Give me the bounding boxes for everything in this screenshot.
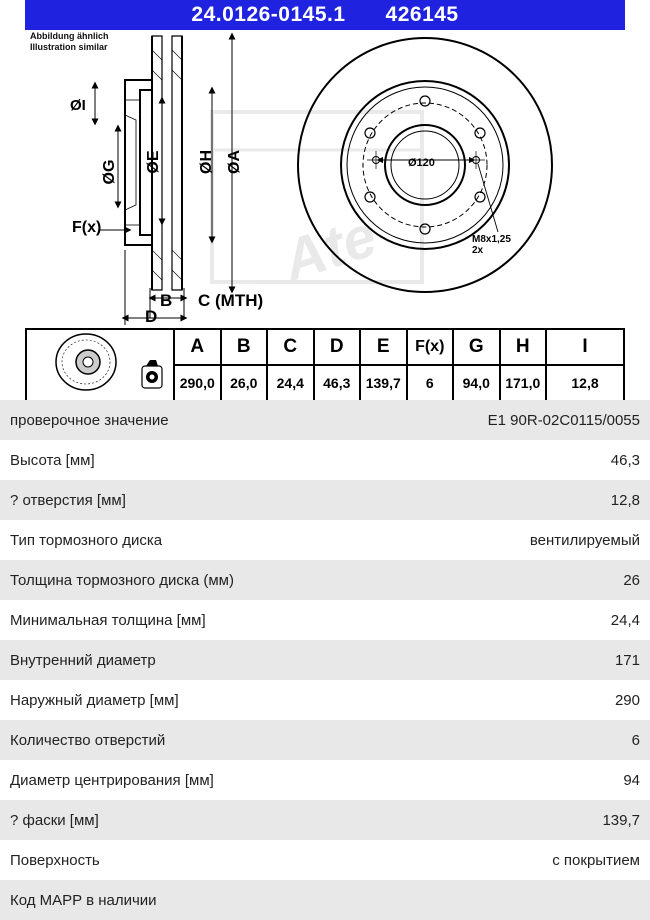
spec-value-g: 94,0 — [453, 365, 500, 401]
property-label: Диаметр центрирования [мм] — [10, 771, 214, 789]
property-value: 290 — [614, 691, 640, 709]
spec-value-c: 24,4 — [267, 365, 314, 401]
spec-table — [25, 328, 625, 402]
dim-label-d: D — [145, 307, 158, 326]
property-label: Тип тормозного диска — [10, 531, 163, 549]
property-label: Внутренний диаметр — [10, 651, 156, 669]
watermark — [212, 112, 422, 295]
property-value: 94 — [623, 771, 640, 789]
spec-value-e: 139,7 — [360, 365, 407, 401]
property-value: 12,8 — [610, 491, 640, 509]
property-row — [0, 760, 650, 800]
property-value: 139,7 — [602, 811, 640, 829]
property-label: Наружный диаметр [мм] — [10, 691, 179, 709]
property-value: с покрытием — [552, 851, 640, 869]
property-label: ? фаски [мм] — [10, 811, 99, 829]
property-label: проверочное значение — [10, 411, 169, 429]
note-line-de: Abbildung ähnlich — [30, 31, 109, 41]
technical-drawing — [0, 0, 650, 328]
spec-header-c: C — [267, 329, 314, 365]
property-value: 6 — [631, 731, 640, 749]
spec-header-d: D — [314, 329, 361, 365]
thread-count: 2x — [472, 245, 484, 256]
dim-label-f: F(x) — [72, 219, 102, 236]
property-row — [0, 880, 650, 920]
spec-value-b: 26,0 — [221, 365, 268, 401]
spec-value-f: 6 — [407, 365, 454, 401]
spec-header-g: G — [453, 329, 500, 365]
caliper-icon — [142, 360, 162, 388]
dim-label-e: ØE — [145, 150, 162, 174]
property-row — [0, 440, 650, 480]
property-label: Высота [мм] — [10, 451, 95, 469]
property-label: Толщина тормозного диска (мм) — [10, 571, 234, 589]
property-row — [0, 600, 650, 640]
dim-label-c: C (MTH) — [198, 291, 264, 310]
dim-label-g: ØG — [101, 159, 118, 185]
dim-label-h: ØH — [198, 150, 215, 174]
property-value: 171 — [614, 651, 640, 669]
spec-header-i: I — [546, 329, 624, 365]
spec-header-a: A — [174, 329, 221, 365]
part-number: 24.0126-0145.1 — [191, 3, 346, 26]
note-line-en: Illustration similar — [30, 42, 108, 52]
property-label: Поверхность — [10, 851, 100, 869]
dim-label-b: B — [160, 291, 173, 310]
disc-thumbnail-icon — [28, 330, 172, 394]
spec-header-f: F(x) — [407, 329, 454, 365]
spec-value-a: 290,0 — [174, 365, 221, 401]
thread-label: M8x1,25 — [472, 234, 511, 245]
watermark-text: Ate — [275, 203, 385, 294]
property-row — [0, 840, 650, 880]
pcd-label: Ø120 — [408, 157, 435, 169]
property-label: Код MAPP в наличии — [10, 891, 157, 909]
property-row — [0, 560, 650, 600]
article-code: 426145 — [385, 3, 459, 26]
property-row — [0, 800, 650, 840]
spec-header-b: B — [221, 329, 268, 365]
property-value: E1 90R-02C0115/0055 — [487, 411, 640, 429]
spec-value-d: 46,3 — [314, 365, 361, 401]
property-value: 24,4 — [610, 611, 640, 629]
spec-header-e: E — [360, 329, 407, 365]
property-row — [0, 400, 650, 440]
property-label: Минимальная толщина [мм] — [10, 611, 206, 629]
property-label: ? отверстия [мм] — [10, 491, 126, 509]
dim-label-a: ØA — [226, 150, 243, 174]
spec-header-h: H — [500, 329, 547, 365]
property-row — [0, 640, 650, 680]
spec-value-h: 171,0 — [500, 365, 547, 401]
spec-value-i: 12,8 — [546, 365, 624, 401]
property-value: вентилируемый — [529, 531, 640, 549]
property-value: 46,3 — [610, 451, 640, 469]
property-value: 26 — [623, 571, 640, 589]
property-row — [0, 480, 650, 520]
property-row — [0, 680, 650, 720]
property-label: Количество отверстий — [10, 731, 166, 749]
properties-list — [0, 400, 650, 920]
property-row — [0, 720, 650, 760]
property-row — [0, 520, 650, 560]
dim-label-i: ØI — [70, 97, 86, 114]
disc-thumbnail — [26, 329, 174, 401]
